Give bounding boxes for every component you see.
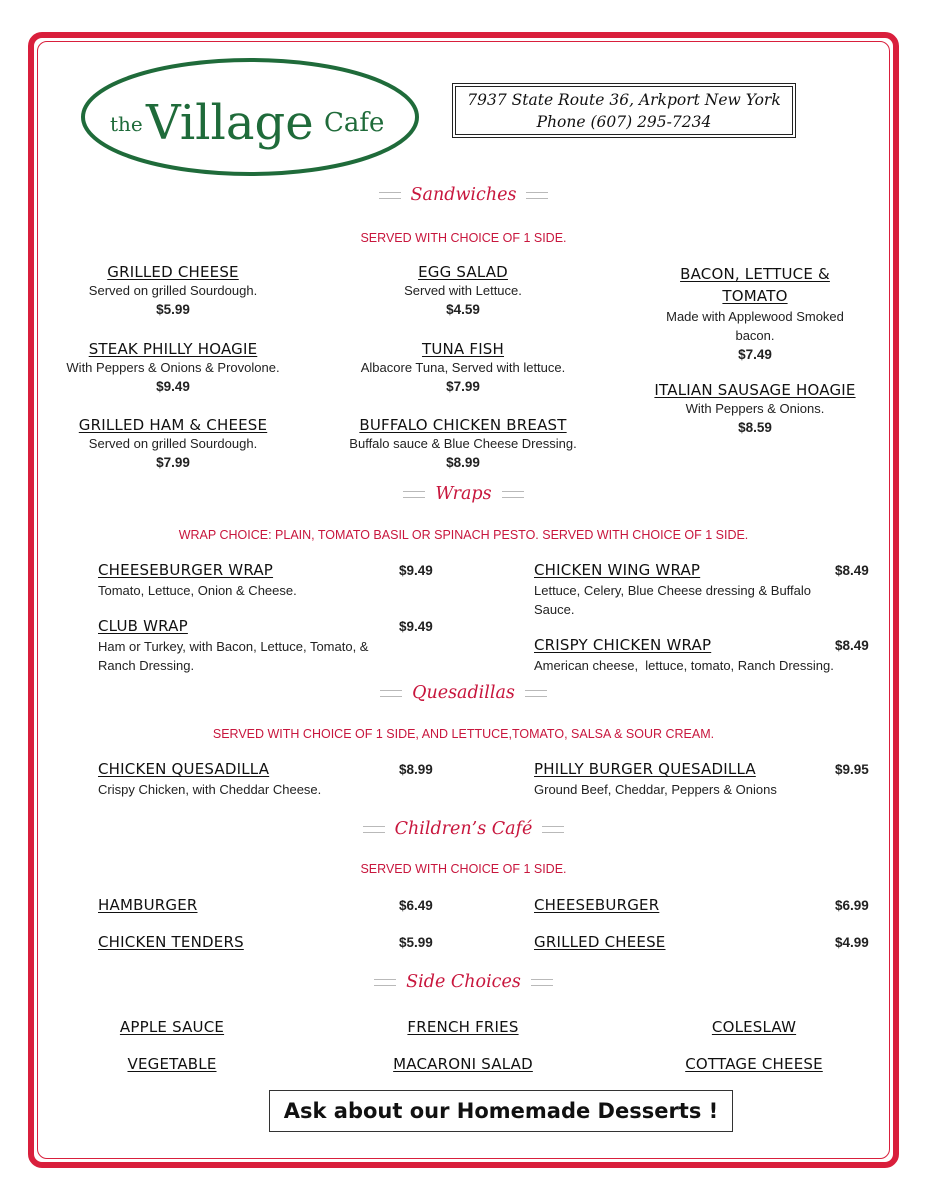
menu-item	[534, 933, 874, 952]
side-item: COLESLAW	[711, 1018, 797, 1036]
section-title-childrens-cafe: Children’s Café	[0, 819, 927, 839]
item-desc: Tomato, Lettuce, Onion & Cheese.	[98, 583, 297, 598]
item-price: $8.49	[835, 638, 869, 653]
menu-item	[322, 263, 604, 319]
wraps-note: WRAP CHOICE: PLAIN, TOMATO BASIL OR SPINACH PESTO. SERVED WITH CHOICE OF 1 SIDE.	[178, 528, 749, 542]
menu-item	[322, 340, 604, 396]
item-price: $8.59	[738, 420, 772, 435]
item-desc: Buffalo sauce & Blue Cheese Dressing.	[349, 436, 577, 451]
side-item: APPLE SAUCE	[119, 1018, 225, 1036]
side-item: MACARONI SALAD	[393, 1055, 533, 1073]
item-desc: Served with Lettuce.	[404, 283, 522, 298]
menu-item	[42, 416, 304, 472]
item-price: $7.99	[446, 379, 480, 394]
item-name: BACON, LETTUCE & TOMATO	[680, 265, 830, 305]
menu-item	[98, 896, 438, 915]
quesadillas-note: SERVED WITH CHOICE OF 1 SIDE, AND LETTUCE,TOMATO, SALSA & SOUR CREAM.	[212, 727, 715, 741]
childrens-note: SERVED WITH CHOICE OF 1 SIDE.	[360, 862, 567, 876]
menu-item	[534, 760, 874, 799]
item-name: CHICKEN TENDERS	[98, 933, 244, 951]
item-desc: With Peppers & Onions.	[685, 401, 825, 416]
item-price: $5.99	[156, 302, 190, 317]
item-desc: Lettuce, Celery, Blue Cheese dressing & Buffalo Sauce.	[534, 583, 812, 617]
item-name: PHILLY BURGER QUESADILLA	[534, 760, 756, 778]
item-name: CHEESEBURGER	[534, 896, 660, 914]
item-price: $7.49	[738, 347, 772, 362]
item-price: $8.49	[835, 563, 869, 578]
item-name: CLUB WRAP	[98, 617, 188, 635]
menu-item	[98, 933, 438, 952]
sandwiches-note: SERVED WITH CHOICE OF 1 SIDE.	[360, 231, 567, 245]
side-item: COTTAGE CHEESE	[685, 1055, 823, 1073]
item-price: $5.99	[399, 935, 433, 950]
item-desc: With Peppers & Onions & Provolone.	[66, 360, 280, 375]
side-item: VEGETABLE	[127, 1055, 217, 1073]
item-name: GRILLED CHEESE	[107, 263, 239, 281]
item-desc: Served on grilled Sourdough.	[88, 283, 258, 298]
menu-item	[640, 381, 870, 437]
item-price: $4.99	[835, 935, 869, 950]
item-price: $9.49	[399, 563, 433, 578]
item-desc: Ground Beef, Cheddar, Peppers & Onions	[534, 782, 777, 797]
item-name: EGG SALAD	[418, 263, 508, 281]
desserts-banner: Ask about our Homemade Desserts !	[269, 1090, 733, 1132]
item-name: GRILLED CHEESE	[534, 933, 666, 951]
address-box	[452, 83, 796, 138]
item-desc: American cheese, lettuce, tomato, Ranch Dressing.	[534, 658, 834, 673]
menu-item	[98, 760, 438, 799]
item-name: GRILLED HAM & CHEESE	[78, 416, 268, 434]
item-price: $6.99	[835, 898, 869, 913]
item-price: $9.49	[399, 619, 433, 634]
item-desc: Served on grilled Sourdough.	[88, 436, 258, 451]
section-title-sandwiches: Sandwiches	[0, 185, 927, 205]
item-desc: Made with Applewood Smoked bacon.	[666, 309, 844, 343]
item-name: CRISPY CHICKEN WRAP	[534, 636, 712, 654]
item-name: CHICKEN WING WRAP	[534, 561, 701, 579]
item-name: STEAK PHILLY HOAGIE	[88, 340, 258, 358]
side-item: FRENCH FRIES	[407, 1018, 519, 1036]
section-title-side-choices: Side Choices	[0, 972, 927, 992]
village-cafe-logo	[80, 57, 420, 177]
svg-text:the: the	[110, 112, 143, 136]
item-name: HAMBURGER	[98, 896, 198, 914]
item-name: CHICKEN QUESADILLA	[98, 760, 270, 778]
menu-item	[42, 263, 304, 319]
item-price: $9.49	[156, 379, 190, 394]
item-name: CHEESEBURGER WRAP	[98, 561, 274, 579]
item-desc: Ham or Turkey, with Bacon, Lettuce, Tomato, & Ranch Dressing.	[98, 639, 369, 673]
menu-item	[98, 561, 438, 600]
menu-item	[42, 340, 304, 396]
item-price: $8.99	[446, 455, 480, 470]
menu-item	[534, 636, 874, 675]
menu-item	[650, 263, 860, 364]
item-name: BUFFALO CHICKEN BREAST	[359, 416, 567, 434]
item-name: ITALIAN SAUSAGE HOAGIE	[654, 381, 856, 399]
section-title-wraps: Wraps	[0, 484, 927, 504]
section-title-quesadillas: Quesadillas	[0, 683, 927, 703]
phone-line: Phone (607) 295-7234	[536, 113, 712, 131]
address-line: 7937 State Route 36, Arkport New York	[467, 91, 781, 109]
item-price: $6.49	[399, 898, 433, 913]
menu-item	[322, 416, 604, 472]
svg-text:Cafe: Cafe	[324, 108, 385, 138]
item-price: $8.99	[399, 762, 433, 777]
menu-item	[534, 561, 874, 619]
item-desc: Crispy Chicken, with Cheddar Cheese.	[98, 782, 322, 797]
item-desc: Albacore Tuna, Served with lettuce.	[360, 360, 566, 375]
menu-item	[98, 617, 438, 675]
item-price: $7.99	[156, 455, 190, 470]
svg-text:Village: Village	[146, 95, 314, 151]
item-price: $9.95	[835, 762, 869, 777]
menu-item	[534, 896, 874, 915]
item-name: TUNA FISH	[421, 340, 505, 358]
item-price: $4.59	[446, 302, 480, 317]
